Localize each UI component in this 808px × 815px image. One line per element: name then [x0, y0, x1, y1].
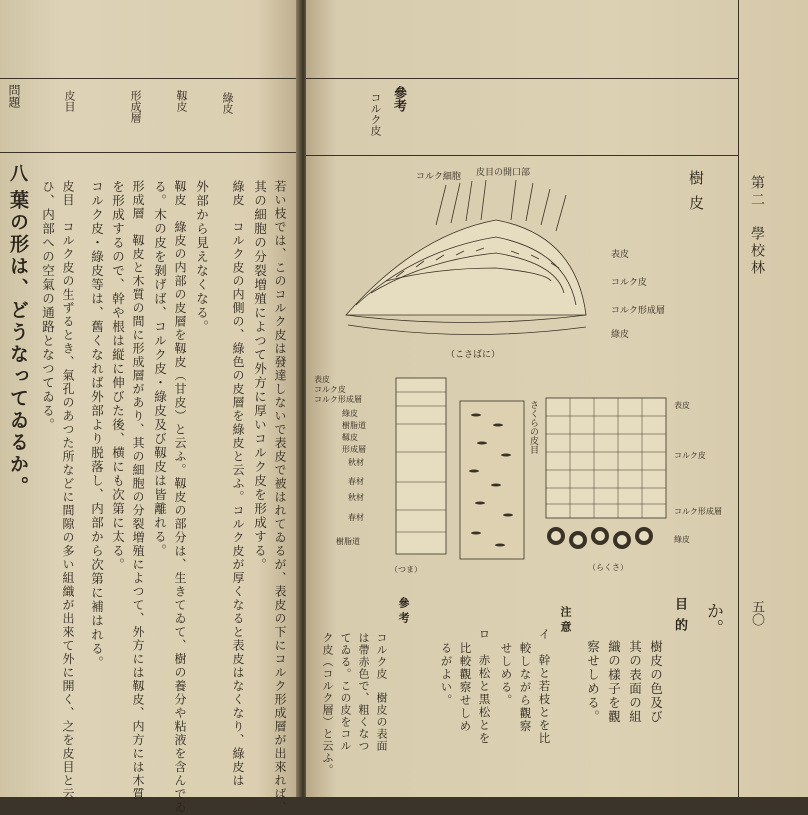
label-cork-cells: コルク細胞	[416, 172, 461, 182]
margin-rule	[0, 152, 302, 153]
caution-line: 比較觀察せしめ	[458, 642, 473, 733]
body-line: 皮目 コルク皮の生ずるとき、氣孔のあつた所などに間隙の多い組織が出來て外に開く、之を皮目と云	[61, 180, 75, 801]
running-header: 第二 學校林	[749, 175, 765, 277]
margin-note-ryokuhi: 綠皮	[221, 92, 234, 114]
reference-line: ク皮（コルク層）と云ふ。	[321, 632, 334, 776]
label-cork-cambium: コルク形成層	[314, 395, 362, 404]
question-end: か。	[703, 602, 723, 636]
reference-line: てゐる。この皮をコル	[339, 632, 352, 752]
pine-section-figure	[312, 372, 462, 582]
bark-lenticel-figure	[336, 165, 676, 365]
caution-line: せしめる。	[499, 642, 514, 707]
purpose-line: 察せしめる。	[585, 640, 601, 724]
reference-line: は帶赤色で、粗くなつ	[357, 632, 370, 752]
margin-note-hime: 皮目	[63, 90, 76, 112]
header-rule	[0, 78, 302, 79]
body-line: 靱皮 綠皮の内部の皮層を靱皮（甘皮）と云ふ。靱皮の部分は、生きてゐて、樹の養分や粘液を含んでゐ	[173, 180, 187, 815]
purpose-line: 其の表面の組	[627, 640, 643, 724]
label-cork: コルク皮	[314, 385, 346, 394]
label-cork: コルク皮	[611, 278, 647, 288]
label-cherry-lenticel: さくらの皮目	[528, 400, 538, 454]
body-line: 綠皮 コルク皮の内側の、綠色の皮層を綠皮と云ふ。コルク皮が厚くなると表皮はなくなり、綠皮は	[231, 180, 245, 788]
label-phloem: 靱皮	[342, 433, 358, 442]
body-line: 其の細胞の分裂増殖によつて外方に厚いコルク皮を形成する。	[252, 180, 268, 572]
purpose-line: 織の樣子を觀	[606, 640, 622, 724]
body-line: を形成するので、幹や根は縦に伸びた後、横にも次第に太る。	[110, 180, 126, 572]
right-page	[306, 0, 808, 797]
bark-cells-figure	[542, 392, 742, 577]
sidebar-rule	[306, 155, 738, 156]
margin-note-mondai: 問題	[7, 84, 21, 108]
label-autumn-wood: 秋材	[348, 458, 364, 467]
sidebar-label: 參考	[391, 86, 406, 112]
question-number: 八	[7, 164, 28, 182]
cherry-lenticel-figure	[456, 395, 536, 565]
header-rule	[306, 78, 738, 79]
left-page	[0, 0, 302, 815]
body-line: コルク皮・綠皮等は、舊くなれば外部より脱落し、内部から次第に補はれる。	[89, 180, 105, 670]
label-cambium: 形成層	[342, 445, 366, 454]
caution-line: 較しながら觀察	[518, 642, 533, 733]
margin-note-jinpi: 靱皮	[175, 90, 188, 112]
label-epidermis: 表皮	[674, 401, 690, 410]
label-cork: コルク皮	[674, 451, 706, 460]
reference-heading: 參考	[397, 597, 410, 627]
body-line: る。木の皮を剝げば、コルク皮・綠皮及び靱皮は皆離れる。	[152, 180, 168, 558]
caution-heading: 注意	[559, 606, 572, 636]
caption-tsuma: （つま）	[390, 565, 422, 574]
purpose-line: 樹皮の色及び	[648, 640, 664, 724]
label-epidermis: 表皮	[611, 250, 630, 260]
label-spring-wood: 春材	[348, 513, 364, 522]
body-line: 若い枝では、このコルク皮は發達しないで表皮で被はれてゐるが、表皮の下にコルク形成層が出來れば、	[273, 180, 287, 815]
label-epidermis: 表皮	[314, 375, 330, 384]
label-autumn-wood: 秋材	[348, 493, 364, 502]
label-cork-cambium: コルク形成層	[674, 507, 722, 516]
reference-line: コルク皮 樹皮の表面	[375, 632, 388, 752]
purpose-heading: 目的	[672, 597, 687, 639]
caution-line: るがよい。	[439, 642, 454, 707]
page-number: 五〇	[749, 600, 764, 626]
caution-line: ロ 赤松と黒松とを	[477, 628, 492, 745]
body-line: 形成層 靱皮と木質の間に形成層があり、其の細胞の分裂増殖によつて、外方には靱皮、内方には木質	[131, 180, 145, 801]
caption-kosabani: （こさばに）	[446, 350, 501, 360]
body-line: 外部から見えなくなる。	[194, 180, 210, 334]
label-lenticel-opening: 皮目の開口部	[476, 168, 531, 178]
label-resin-duct: 樹脂道	[336, 537, 360, 546]
sidebar-term: コルク皮	[369, 92, 382, 136]
label-green-bark: 綠皮	[674, 535, 690, 544]
caution-line: イ 幹と若枝とを比	[537, 628, 552, 745]
margin-note-keiseisou: 形成層	[129, 90, 142, 123]
body-line: ひ、内部への空氣の通路となつてゐる。	[40, 180, 56, 432]
caption-rakusa: （らくさ）	[588, 563, 628, 572]
question-text: 葉の形は、どうなってゐるか。	[7, 190, 29, 498]
label-green-bark: 綠皮	[342, 409, 358, 418]
section-title: 樹皮	[687, 170, 705, 220]
label-spring-wood: 春材	[348, 477, 364, 486]
label-green-bark: 綠皮	[611, 330, 630, 340]
label-cork-cambium: コルク形成層	[611, 306, 665, 316]
label-resin-duct: 樹脂道	[342, 421, 366, 430]
